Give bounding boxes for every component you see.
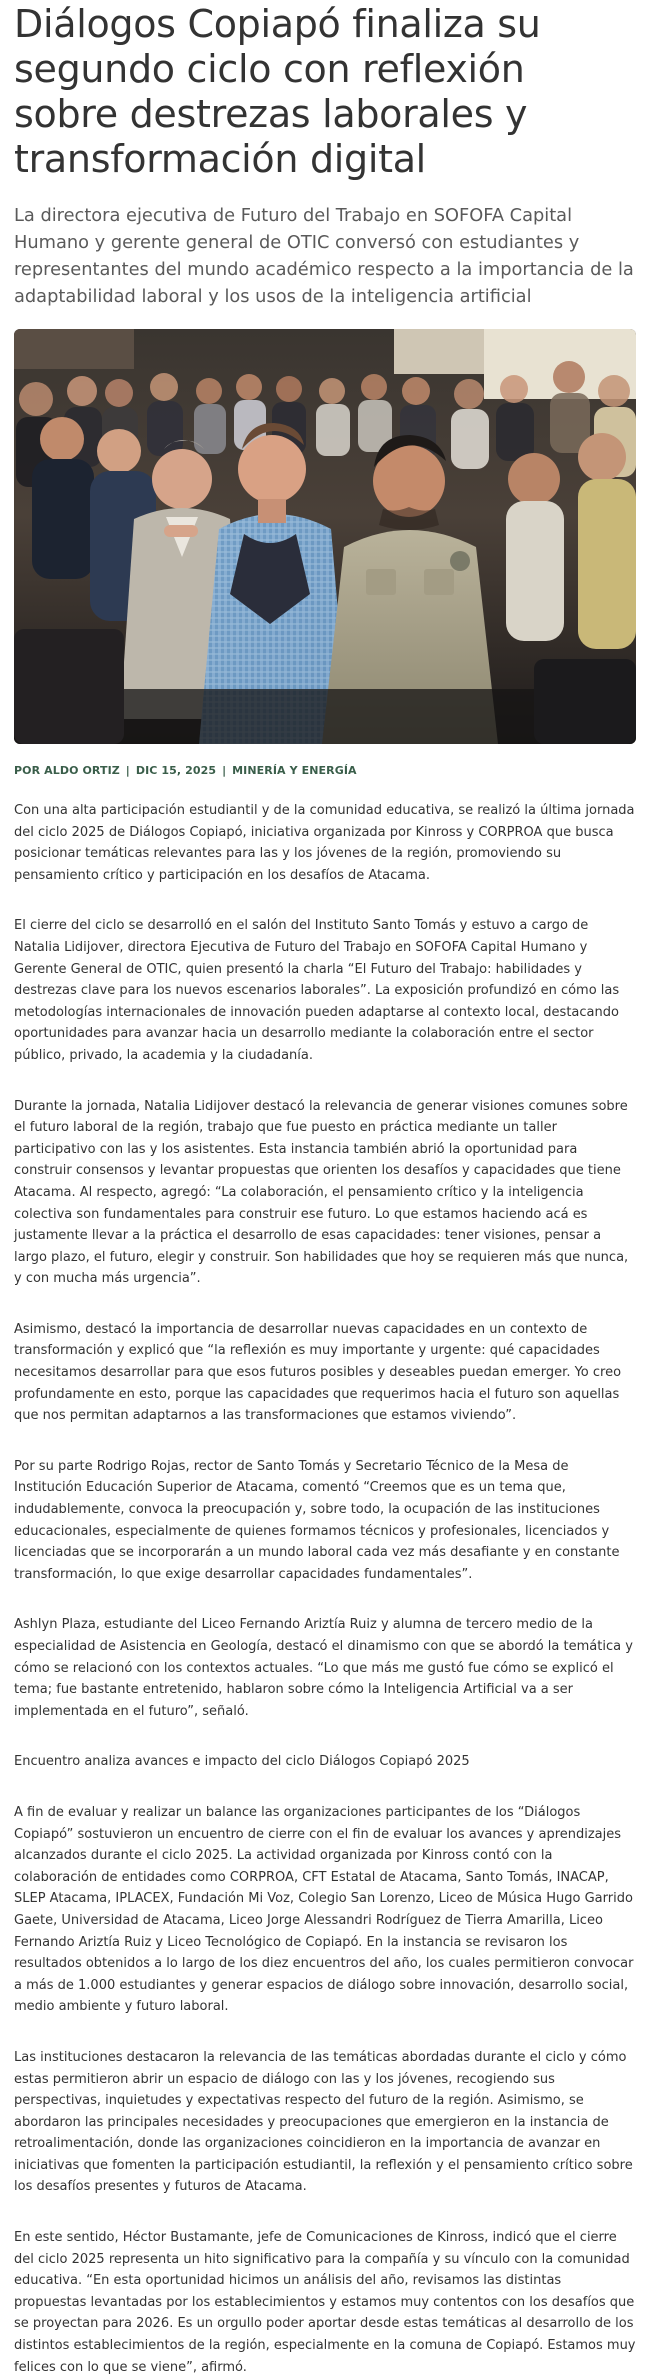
paragraph: El cierre del ciclo se desarrolló en el salón del Instituto Santo Tomás y estuvo a cargo de Natalia Lidijover, directora Ejecutiva de Futuro del Trabajo en SOFOFA Capital Humano y Gerente General de OTIC, quien presentó la charla “El Futuro del Trabajo: habilidades y destrezas clave para los nuevos escenarios laborales”. La exposición profundizó en cómo las metodologías internacionales de innovación pueden adaptarse al contexto local, destacando oportunidades para avanzar hacia un desarrollo mediante la colaboración entre el sector público, privado, la academia y la ciudadanía. [14,918,620,1063]
paragraph: Durante la jornada, Natalia Lidijover destacó la relevancia de generar visiones comunes sobre el futuro laboral de la región, trabajo que fue puesto en práctica mediante un taller participativo con las y los asistentes. Esta instancia también abrió la oportunidad para construir consensos y levantar propuestas que orienten los desafíos y capacidades que tiene Atacama. Al respecto, agregó: “La colaboración, el pensamiento crítico y la inteligencia colectiva son fundamentales para construir ese futuro. Lo que estamos haciendo acá es justamente llevar a la práctica el desarrollo de esas capacidades: tener visiones, pensar a largo plazo, el futuro, elegir y construir. Son habilidades que hoy se requieren más que nunca, y con mucha más urgencia”. [14,1098,629,1287]
meta-separator: | [125,764,130,777]
article [0,2,650,2378]
paragraph: Con una alta participación estudiantil y de la comunidad educativa, se realizó la última jornada del ciclo 2025 de Diálogos Copiapó, iniciativa organizada por Kinross y CORPROA que busca posicionar temáticas relevantes para las y los jóvenes de la región, promoviendo su pensamiento crítico y participación en los desafíos de Atacama. [14,803,635,883]
paragraph: Por su parte Rodrigo Rojas, rector de Santo Tomás y Secretario Técnico de la Mesa de Institución Educación Superior de Atacama, comentó “Creemos que es un tema que, indudablemente, convoca la preocupación y, sobre todo, la ocupación de las instituciones educacionales, especialmente de quienes formamos técnicos y profesionales, licenciados y licenciadas que se incorporarán a un mundo laboral cada vez más desafiante y en constante transformación, lo que exige desarrollar capacidades fundamentales”. [14,1458,620,1582]
article-meta [14,764,637,777]
article-photo [14,329,636,744]
article-title: Diálogos Copiapó finaliza su segundo ciclo con reflexión sobre destrezas laborales y transformación digital [14,2,541,181]
paragraph: Las instituciones destacaron la relevancia de las temáticas abordadas durante el ciclo y cómo estas permitieron abrir un espacio de diálogo con las y los jóvenes, recogiendo sus perspectivas, inquietudes y expectativas respecto del futuro de la región. Asimismo, se abordaron las principales necesidades y preocupaciones que emergieron en la instancia de retroalimentación, donde las organizaciones coincidieron en la importancia de avanzar en iniciativas que fomenten la participación estudiantil, la reflexión y el pensamiento crítico sobre los desafíos presentes y futuros de Atacama. [14,2049,633,2195]
section-subheading: Encuentro analiza avances e impacto del ciclo Diálogos Copiapó 2025 [14,1754,470,1770]
article-date: DIC 15, 2025 [135,764,217,777]
article-body [14,800,637,2378]
article-author: POR ALDO ORTIZ [14,764,120,777]
article-category-link[interactable]: MINERÍA Y ENERGÍA [232,764,357,777]
paragraph: Asimismo, destacó la importancia de desarrollar nuevas capacidades en un contexto de transformación y explicó que “la reflexión es muy importante y urgente: qué capacidades necesitamos desarrollar para que esos futuros posibles y deseables puedan emerger. Yo creo profundamente en esto, porque las capacidades que requerimos hacia el futuro son aquellas que nos permitan adaptarnos a las transformaciones que estamos viviendo”. [14,1321,622,1424]
audience-photo-illustration [14,329,636,744]
paragraph: Ashlyn Plaza, estudiante del Liceo Fernando Ariztía Ruiz y alumna de tercero medio de la especialidad de Asistencia en Geología, destacó el dinamismo con que se abordó la temática y cómo se relacionó con los contextos actuales. “Lo que más me gustó fue cómo se explicó el tema; fue bastante entretenido, hablaron sobre cómo la Inteligencia Artificial va a ser implementada en el futuro”, señaló. [14,1617,633,1719]
paragraph: En este sentido, Héctor Bustamante, jefe de Comunicaciones de Kinross, indicó que el cierre del ciclo 2025 representa un hito significativo para la compañía y su vínculo con la comunidad educativa. “En esta oportunidad hicimos un análisis del año, revisamos las distintas propuestas levantadas por los establecimientos y estamos muy contentos con los desafíos que se proyectan para 2026. Es un orgullo poder aportar desde estas temáticas al desarrollo de los distintos establecimientos de la región, especialmente en la comuna de Copiapó. Estamos muy felices con lo que se viene”, afirmó. [14,2230,636,2375]
meta-separator: | [222,764,227,777]
article-subtitle: La directora ejecutiva de Futuro del Trabajo en SOFOFA Capital Humano y gerente general de OTIC conversó con estudiantes y representantes del mundo académico respecto a la importancia de la adaptabilidad laboral y los usos de la inteligencia artificial [14,205,634,307]
paragraph: A fin de evaluar y realizar un balance las organizaciones participantes de los “Diálogos Copiapó” sostuvieron un encuentro de cierre con el fin de evaluar los avances y aprendizajes alcanzados durante el ciclo 2025. La actividad organizada por Kinross contó con la colaboración de entidades como CORPROA, CFT Estatal de Atacama, Santo Tomás, INACAP, SLEP Atacama, IPLACEX, Fundación Mi Voz, Colegio San Lorenzo, Liceo de Música Hugo Garrido Gaete, Universidad de Atacama, Liceo Jorge Alessandri Rodríguez de Tierra Amarilla, Liceo Fernando Ariztía Ruiz y Liceo Tecnológico de Copiapó. En la instancia se revisaron los resultados obtenidos a lo largo de los diez encuentros del año, los cuales permitieron convocar a más de 1.000 estudiantes y generar espacios de diálogo sobre innovación, desarrollo social, medio ambiente y futuro laboral. [14,1804,634,2015]
